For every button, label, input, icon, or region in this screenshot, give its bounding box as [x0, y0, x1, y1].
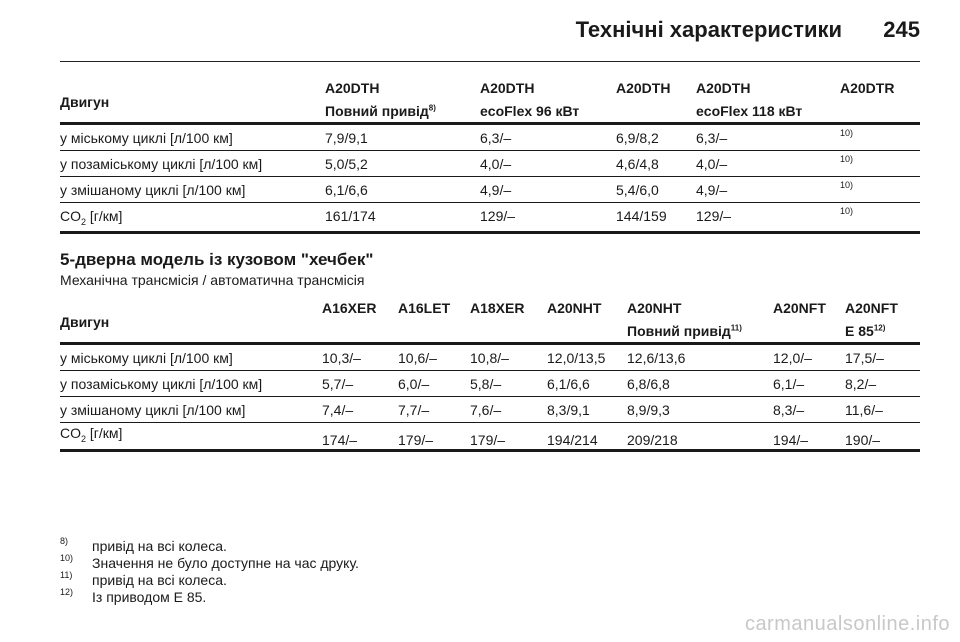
- column-header: A20DTH: [325, 80, 380, 96]
- page-number: 245: [883, 17, 920, 42]
- table-row: [60, 203, 920, 228]
- table-cell: 7,6/–: [470, 402, 502, 418]
- footnote-ref: 10): [840, 206, 854, 216]
- table-cell: 129/–: [480, 208, 516, 224]
- footnote-ref: 10): [840, 180, 854, 190]
- row-label: $CO_2$ [г/км]: [60, 425, 123, 444]
- column-header: A20DTH: [696, 80, 751, 96]
- table-cell: 5,0/5,2: [325, 156, 368, 172]
- footnote-mark: 10): [60, 553, 74, 563]
- table-cell: 8,9/9,3: [627, 402, 670, 418]
- column-header: A20NHT: [547, 300, 602, 316]
- table-cell: 174/–: [322, 432, 358, 448]
- table-cell: 8,3/9,1: [547, 402, 590, 418]
- row-label: у міському циклі [л/100 км]: [60, 350, 233, 366]
- row-label: у позаміському циклі [л/100 км]: [60, 156, 263, 172]
- table-cell: 6,3/–: [480, 130, 512, 146]
- table-cell: 4,9/–: [696, 182, 728, 198]
- table-cell: 6,1/6,6: [547, 376, 590, 392]
- table-cell: 179/–: [398, 432, 434, 448]
- table-cell: 6,1/–: [773, 376, 805, 392]
- table-cell: 17,5/–: [845, 350, 884, 366]
- header-divider: [60, 61, 920, 62]
- table-cell: 161/174: [325, 208, 376, 224]
- table-2-bottom-rule: [60, 449, 920, 452]
- table-cell: 129/–: [696, 208, 732, 224]
- footnote: [60, 572, 920, 588]
- table-cell: 12,0/13,5: [547, 350, 606, 366]
- table-row: [60, 371, 920, 397]
- table-cell: 8,2/–: [845, 376, 877, 392]
- page-header: [60, 14, 920, 58]
- footnote-text: Із приводом E 85.: [92, 589, 207, 605]
- column-subheader: Повний привід$^{8)}$: [325, 103, 436, 119]
- table-cell: 6,3/–: [696, 130, 728, 146]
- table-cell: 8,3/–: [773, 402, 805, 418]
- table-cell: 194/–: [773, 432, 809, 448]
- watermark: carmanualsonline.info: [744, 613, 950, 635]
- table-row: [60, 177, 920, 203]
- table-cell: 6,0/–: [398, 376, 430, 392]
- table-row: [60, 397, 920, 423]
- row-label: у змішаному циклі [л/100 км]: [60, 402, 246, 418]
- specs-table-1: [60, 70, 920, 235]
- table-row: [60, 345, 920, 371]
- footnote: [60, 538, 920, 554]
- table-cell: 179/–: [470, 432, 506, 448]
- footnote-ref: 10): [840, 128, 854, 138]
- footnote-text: Значення не було доступне на час друку.: [92, 555, 359, 571]
- footnote: [60, 589, 920, 605]
- table-cell: 11,6/–: [845, 402, 883, 418]
- table-cell: 12,0/–: [773, 350, 812, 366]
- row-label: у змішаному циклі [л/100 км]: [60, 182, 246, 198]
- table-cell: 5,8/–: [470, 376, 502, 392]
- section-title: 5-дверна модель із кузовом "хечбек": [60, 250, 374, 269]
- table-cell: 6,1/6,6: [325, 182, 368, 198]
- table-cell: 194/214: [547, 432, 598, 448]
- table-1-header: [60, 70, 920, 120]
- column-header: A20NHT: [627, 300, 682, 316]
- engine-label: Двигун: [60, 314, 110, 330]
- row-label: у міському циклі [л/100 км]: [60, 130, 233, 146]
- section-subtitle: Механічна трансмісія / автоматична трансмісія: [60, 272, 365, 288]
- table-cell: 190/–: [845, 432, 881, 448]
- column-header: A20NFT: [773, 300, 826, 316]
- table-cell: 10,6/–: [398, 350, 437, 366]
- specs-table-2: [60, 290, 920, 455]
- table-cell: 4,9/–: [480, 182, 512, 198]
- column-header: A18XER: [470, 300, 525, 316]
- table-cell: 12,6/13,6: [627, 350, 686, 366]
- table-row: [60, 423, 920, 448]
- table-2-header: [60, 290, 920, 340]
- table-cell: 7,4/–: [322, 402, 354, 418]
- column-subheader: ecoFlex 96 кВт: [480, 103, 580, 119]
- table-cell: 4,6/4,8: [616, 156, 659, 172]
- footnote-text: привід на всі колеса.: [92, 538, 227, 554]
- footnote: [60, 555, 920, 571]
- column-subheader: E 85$^{12)}$: [845, 323, 886, 339]
- table-cell: 10,3/–: [322, 350, 361, 366]
- footnote-mark: 8): [60, 536, 69, 546]
- table-cell: 209/218: [627, 432, 678, 448]
- table-cell: 5,7/–: [322, 376, 354, 392]
- engine-label: Двигун: [60, 94, 110, 110]
- column-header: A20DTH: [616, 80, 671, 96]
- table-cell: 4,0/–: [696, 156, 728, 172]
- page-title: Технічні характеристики: [575, 17, 842, 42]
- table-row: [60, 151, 920, 177]
- footnote-mark: 12): [60, 587, 74, 597]
- column-header: A20NFT: [845, 300, 898, 316]
- column-subheader: ecoFlex 118 кВт: [696, 103, 803, 119]
- footnote-mark: 11): [60, 570, 73, 580]
- table-cell: 6,9/8,2: [616, 130, 659, 146]
- table-1-bottom-rule: [60, 231, 920, 234]
- row-label: $CO_2$ [г/км]: [60, 208, 123, 227]
- column-header: A20DTR: [840, 80, 895, 96]
- table-row: [60, 125, 920, 151]
- table-cell: 10,8/–: [470, 350, 509, 366]
- footnote-text: привід на всі колеса.: [92, 572, 227, 588]
- table-cell: 4,0/–: [480, 156, 512, 172]
- table-cell: 7,9/9,1: [325, 130, 368, 146]
- row-label: у позаміському циклі [л/100 км]: [60, 376, 263, 392]
- column-header: A20DTH: [480, 80, 535, 96]
- table-cell: 7,7/–: [398, 402, 430, 418]
- column-header: A16XER: [322, 300, 377, 316]
- column-header: A16LET: [398, 300, 451, 316]
- footnote-ref: 10): [840, 154, 854, 164]
- table-cell: 6,8/6,8: [627, 376, 670, 392]
- table-cell: 144/159: [616, 208, 667, 224]
- column-subheader: Повний привід$^{11)}$: [627, 323, 742, 339]
- table-cell: 5,4/6,0: [616, 182, 659, 198]
